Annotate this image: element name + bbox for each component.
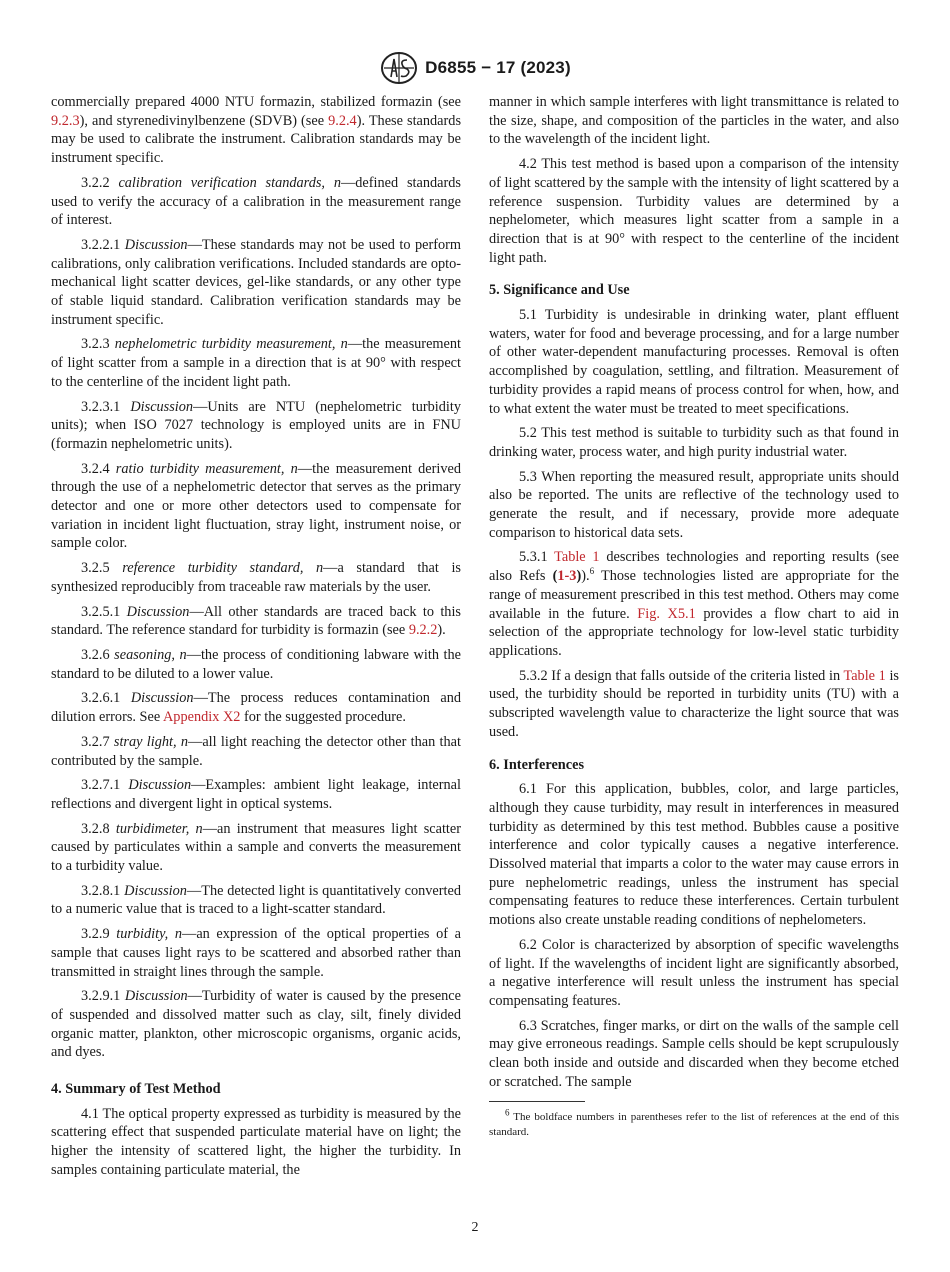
footnote-6: $^6$ The boldface numbers in parentheses refer to the list of references at the end of this standard. [489, 1107, 899, 1139]
section-link-9-2-3[interactable]: 9.2.3 [51, 112, 80, 129]
definition-3-2-8: 3.2.8 turbidimeter, n—an instrument that measures light scatter caused by particulates within a sample and converts the measurement to a turbidity value. [51, 820, 461, 875]
paragraph-4-1-continued: manner in which sample interferes with light transmittance is related to the size, shape, and composition of the particles in the water, and also to the wavelength of the incident light. [489, 94, 899, 148]
section-heading-5: 5. Significance and Use [489, 282, 630, 299]
paragraph-5-2: 5.2 This test method is suitable to turbidity such as that found in drinking water, process water, and high purity industrial water. [489, 425, 899, 460]
section-heading-6: 6. Interferences [489, 756, 585, 773]
paragraph-5-3-1: 5.3.1 Table 1 describes technologies and reporting results (see also Refs (1-3)).$^6$ Those technologies listed are appropriate for the range of measurement prescribed in this test method. Others may come available in the future. Fig. X5.1 provides a flow chart to aid in selection of the appropriate technology for low-level static turbidity applications. [489, 549, 900, 659]
definition-3-2-6: 3.2.6 seasoning, n—the process of conditioning labware with the standard to be diluted to a lower value. [51, 646, 461, 682]
table-1-link[interactable]: Table 1 [843, 667, 886, 684]
footnote-marker-6: 6 [589, 566, 595, 577]
definition-3-2-3: 3.2.3 nephelometric turbidity measurement, n—the measurement of light scatter from a sample in a direction that is at 90° with respect to the centerline of the incident light path. [51, 336, 462, 390]
page-header [0, 48, 950, 88]
table-1-link[interactable]: Table 1 [554, 549, 600, 566]
paragraph-4-2: 4.2 This test method is based upon a comparison of the intensity of light scattered by the sample with the intensity of light scattered by a reference suspension. Turbidity values are determined by a nephelometer, which measures light scatter from a sample in a direction that is at 90° with respect to the centerline of the incident light path. [489, 156, 899, 266]
paragraph-5-1: 5.1 Turbidity is undesirable in drinking water, plant effluent waters, water for food and beverage processing, and for a large number of other water-dependent manufacturing processes. Removal is often accomplished by coagulation, settling, and filtration. Measurement of turbidity provides a rapid means of process control for when, how, and to what extent the water must be treated to meet specifications. [489, 307, 899, 417]
section-link-9-2-2[interactable]: 9.2.2 [408, 622, 438, 639]
figure-x5-1-link[interactable]: Fig. X5.1 [637, 605, 696, 622]
discussion-3-2-6-1: 3.2.6.1 Discussion—The process reduces contamination and dilution errors. See Appendix X2 for the suggested procedure. [51, 690, 462, 726]
definition-3-2-9: 3.2.9 turbidity, n—an expression of the optical properties of a sample that causes light rays to be scattered and absorbed rather than transmitted in straight lines through the sample. [51, 926, 461, 980]
document-designation: D6855 − 17 (2023) [425, 58, 571, 77]
page-number: 2 [471, 1220, 479, 1235]
definition-3-2-5: 3.2.5 reference turbidity standard, n—a standard that is synthesized reproducibly from traceable raw materials by the user. [51, 560, 461, 595]
discussion-3-2-9-1: 3.2.9.1 Discussion—Turbidity of water is caused by the presence of suspended and dissolved matter such as clay, silt, finely divided organic matter, plankton, other microscopic organisms, organic acids, and dyes. [51, 988, 462, 1061]
paragraph-5-3-2: 5.3.2 If a design that falls outside of the criteria listed in Table 1 is used, the turbidity should be reported in turbidity units (TU) with a subscripted wavelength value to characterize the light source that was used. [489, 667, 899, 740]
section-heading-4: 4. Summary of Test Method [51, 1081, 221, 1098]
paragraph-6-3: 6.3 Scratches, finger marks, or dirt on the walls of the sample cell may give erroneous readings. Sample cells should be kept scrupulously clean both inside and outside and discarded when they become etched or scratched. The sample [489, 1017, 899, 1090]
discussion-3-2-7-1: 3.2.7.1 Discussion—Examples: ambient light leakage, internal reflections and divergent light in optical systems. [51, 777, 461, 812]
left-column [51, 93, 461, 1186]
section-link-9-2-4[interactable]: 9.2.4 [328, 112, 357, 129]
definition-3-2-2: 3.2.2 calibration verification standards, n—defined standards used to verify the accuracy of a calibration in the measurement range of interest. [51, 174, 461, 229]
paragraph-6-2: 6.2 Color is characterized by absorption of specific wavelengths of light. If the wavelengths of incident light are significantly absorbed, a negative interference will result unless the instrument has special compensating features. [489, 936, 899, 1009]
definition-3-2-4: 3.2.4 ratio turbidity measurement, n—the measurement derived through the use of a nephelometric detector that serves as the primary detector and one or more other detectors used to compensate for variation in incident light fluctuation, stray light, instrument noise, or sample color. [51, 460, 462, 552]
paragraph-4-1: 4.1 The optical property expressed as turbidity is measured by the scattering effect that suspended particulate material have on light; the higher the intensity of scattered light, the higher the turbidity. In samples containing particulate material, the [51, 1105, 461, 1178]
discussion-3-2-2-1: 3.2.2.1 Discussion—These standards may not be used to perform calibrations, only calibration verifications. Included standards are opto-mechanical light scatter devices, gel-like standards, or any other type of stable liquid standard. Calibration verification standards may be instrument specific. [51, 236, 462, 328]
paragraph-5-3: 5.3 When reporting the measured result, appropriate units should also be reported. The units are reflective of the technology used to generate the result, and if necessary, provide more adequate comparison to historical data sets. [489, 468, 899, 541]
right-column [489, 93, 899, 1140]
appendix-x2-link[interactable]: Appendix X2 [162, 709, 241, 726]
paragraph-6-1: 6.1 For this application, bubbles, color, and large particles, although they cause turbidity, may result in interferences in measured turbidity as determined by this test method. Bubbles cause a positive interference and color typically causes a negative interference. Dissolved material that imparts a color to the water may cause errors in pure nephelometric readings, unless the instrument has special compensating features to reduce these interferences. Certain turbulent motions also create unstable reading conditions of nephelometers. [489, 781, 899, 929]
discussion-3-2-8-1: 3.2.8.1 Discussion—The detected light is quantitatively converted to a numeric value that is traced to a light-scatter standard. [51, 882, 461, 918]
discussion-3-2-3-1: 3.2.3.1 Discussion—Units are NTU (nephelometric turbidity units); when ISO 7027 technology is employed units are in FNU (formazin nephelometric units). [51, 398, 461, 452]
definition-3-2-7: 3.2.7 stray light, n—all light reaching the detector other than that contributed by the sample. [51, 733, 461, 769]
discussion-3-2-5-1: 3.2.5.1 Discussion—All other standards are traced back to this standard. The reference standard for turbidity is formazin (see 9.2.2). [51, 603, 461, 639]
footnote-divider [489, 1101, 585, 1102]
paragraph-3-2-1-continued: commercially prepared 4000 NTU formazin, stabilized formazin (see 9.2.3), and styrenedivinylbenzene (SDVB) (see 9.2.4). These standards may be used to calibrate the instrument. Calibration standards may be instrument specific. [51, 94, 462, 167]
reference-link-1-3[interactable]: 1-3 [557, 568, 577, 585]
astm-logo-icon [379, 51, 419, 85]
